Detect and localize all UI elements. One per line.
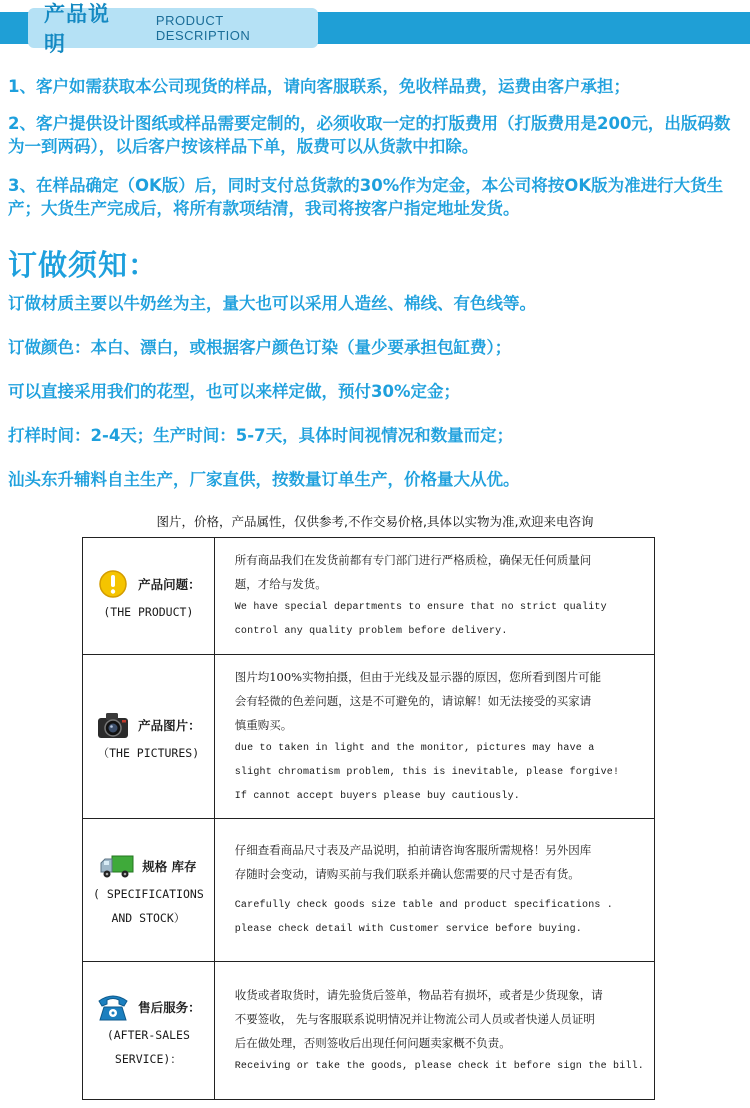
row-desc-cell xyxy=(214,538,654,655)
intro-item-3: 3、在样品确定（OK版）后，同时支付总货款的30%作为定金，本公司将按OK版为准进行大货生产；大货生产完成后，将所有款项结清，我司将按客户指定地址发货。 xyxy=(8,176,724,218)
desc-cn-line: 题，才给与发货。 xyxy=(234,577,327,591)
desc-en-line: We have special departments to ensure that no strict quality xyxy=(234,602,607,613)
row-desc-cell xyxy=(214,962,654,1100)
label-aftersales-en: (AFTER-SALES xyxy=(106,1027,190,1042)
table-row xyxy=(83,819,655,962)
section-header-tab xyxy=(28,1,318,56)
desc-en-line: If cannot accept buyers please buy cautiously. xyxy=(234,790,520,802)
desc-en-line: Carefully check goods size table and product specifications . xyxy=(234,900,613,911)
desc-cn-line: 收货或者取货时，请先验货后签单，物品若有损坏，或者是少货现象，请 xyxy=(234,987,603,1002)
notice-title: 订做须知： xyxy=(8,248,159,282)
desc-cn-line: 图片均100%实物拍摄，但由于光线及显示器的原因，您所看到图片可能 xyxy=(234,669,602,684)
label-specs-en: ( SPECIFICATIONS xyxy=(92,887,204,901)
row-desc-cell xyxy=(214,655,654,819)
desc-en-line: please check detail with Customer service before buying. xyxy=(234,924,582,935)
desc-en-line: slight chromatism problem, this is inevitable, please forgive! xyxy=(234,766,620,778)
notice-line-3: 可以直接采用我们的花型，也可以来样定做，预付30%定金； xyxy=(8,382,460,401)
desc-cn-line: 会有轻微的色差问题，这是不可避免的，请谅解！如无法接受的买家请 xyxy=(234,693,592,708)
camera-icon xyxy=(96,709,130,741)
notice-line-4: 打样时间：2-4天；生产时间：5-7天，具体时间视情况和数量而定； xyxy=(8,426,514,445)
info-table xyxy=(82,537,655,1100)
row-label-cell xyxy=(83,962,215,1100)
label-pictures-cn: 产品图片： xyxy=(138,717,201,733)
row-label-cell xyxy=(83,655,215,819)
table-row xyxy=(83,655,655,819)
disclaimer-text: 图片，价格，产品属性，仅供参考,不作交易价格,具体以实物为准,欢迎来电咨询 xyxy=(156,514,594,529)
label-aftersales-cn: 售后服务： xyxy=(138,999,201,1015)
desc-en-line: Receiving or take the goods, please check it before sign the bill. xyxy=(234,1060,644,1072)
table-row xyxy=(83,962,655,1100)
label-product-en: (THE PRODUCT) xyxy=(103,605,194,619)
desc-cn-line: 后在做处理，否则签收后出现任何问题卖家概不负责。 xyxy=(234,1035,511,1050)
notice-line-2: 订做颜色：本白、漂白，或根据客户颜色订染（量少要承担包缸费）； xyxy=(8,338,512,357)
label-aftersales-en: SERVICE)： xyxy=(114,1051,182,1066)
desc-cn-line: 所有商品我们在发货前都有专门部门进行严格质检，确保无任何质量问 xyxy=(234,553,592,567)
intro-item-1: 1、客户如需获取本公司现货的样品，请向客服联系，免收样品费，运费由客户承担； xyxy=(8,77,630,96)
warning-icon xyxy=(96,568,130,600)
table-row xyxy=(83,538,655,655)
desc-cn-line: 不要签收， 先与客服联系说明情况并让物流公司人员或者快递人员证明 xyxy=(234,1011,595,1026)
label-specs-cn: 规格 库存 xyxy=(142,859,197,874)
row-desc-cell xyxy=(214,819,654,962)
telephone-icon xyxy=(96,991,130,1023)
row-label-cell xyxy=(83,538,215,655)
desc-en-line: due to taken in light and the monitor, pictures may have a xyxy=(234,742,595,754)
notice-line-5: 汕头东升辅料自主生产，厂家直供，按数量订单生产，价格量大从优。 xyxy=(8,470,520,489)
desc-en-line: control any quality problem before delivery. xyxy=(234,626,508,637)
label-specs-en: AND STOCK） xyxy=(111,911,186,925)
truck-icon xyxy=(100,850,134,882)
label-pictures-en: （THE PICTURES) xyxy=(97,745,200,760)
row-label-cell xyxy=(83,819,215,962)
notice-line-1: 订做材质主要以牛奶丝为主，量大也可以采用人造丝、棉线、有色线等。 xyxy=(8,294,536,313)
intro-item-2: 2、客户提供设计图纸或样品需要定制的，必须收取一定的打版费用（打版费用是200元，出版码数为一到两码），以后客户按该样品下单，版费可以从货款中扣除。 xyxy=(8,114,731,156)
header-title-en: PRODUCT DESCRIPTION xyxy=(155,13,251,43)
label-product-cn: 产品问题： xyxy=(138,577,201,592)
desc-cn-line: 存随时会变动，请购买前与我们联系并确认您需要的尺寸是否有货。 xyxy=(234,867,580,881)
header-title-cn: 产品说明 xyxy=(44,1,110,56)
desc-cn-line: 仔细查看商品尺寸表及产品说明，拍前请咨询客服所需规格！另外因库 xyxy=(234,843,592,857)
desc-cn-line: 慎重购买。 xyxy=(234,717,293,732)
